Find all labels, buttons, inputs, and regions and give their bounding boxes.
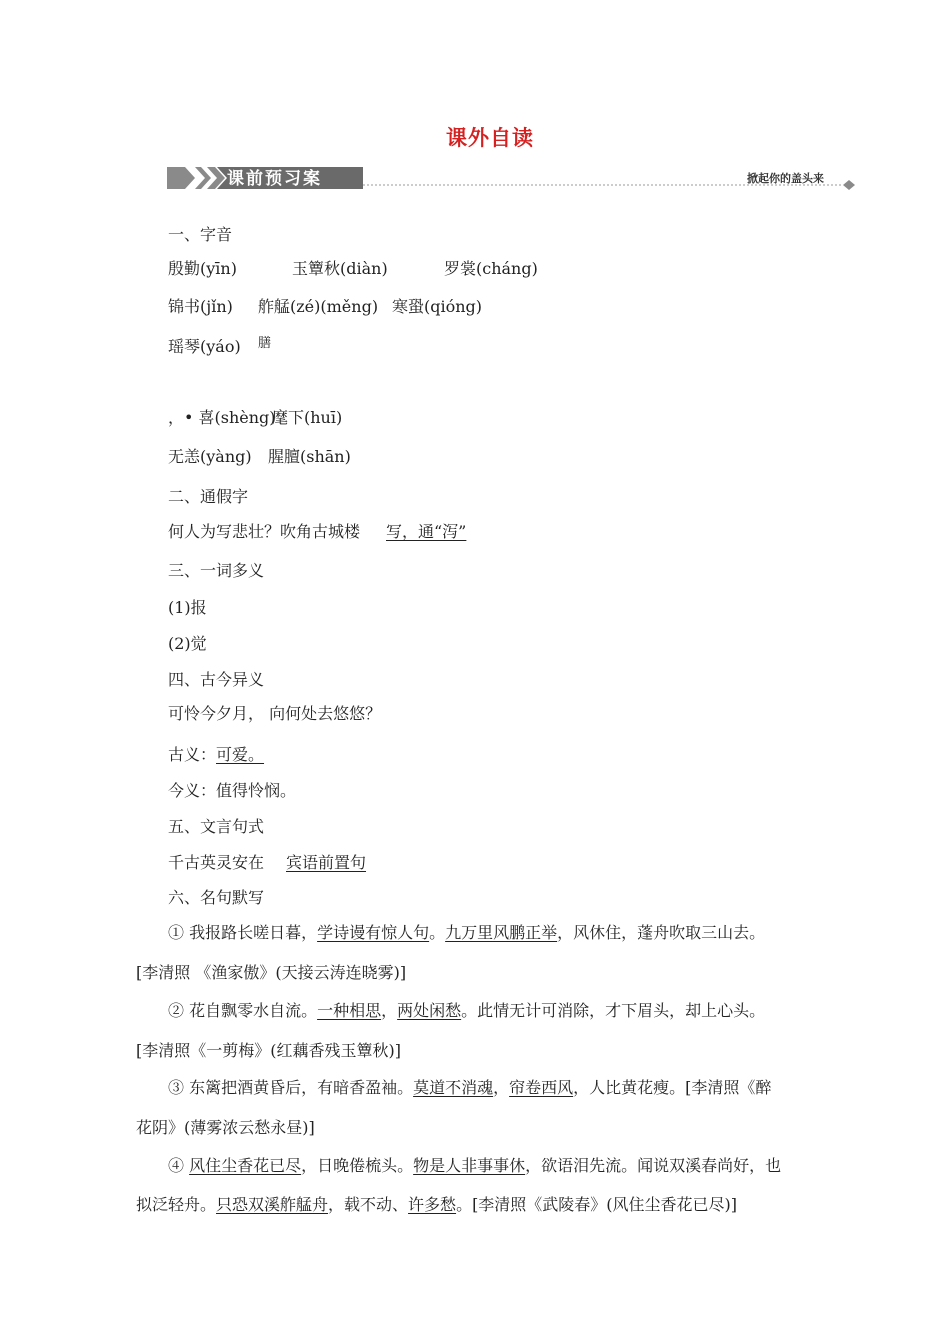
pronunciation-item: 腥膻(shān): [268, 447, 351, 466]
pronunciation-item: 舴艋(zé)(měng): [258, 297, 379, 316]
sentence-pattern-answer: 宾语前置句: [286, 853, 367, 872]
answer-blank: 九万里风鹏正举: [445, 923, 558, 942]
recitation-q1-source: [李清照 《渔家傲》(天接云涛连晓雾)]: [136, 963, 407, 982]
answer-blank: 物是人非事事休: [413, 1156, 526, 1175]
banner-label: 课前预习案: [227, 169, 322, 189]
polysemy-item: (1)报: [168, 598, 207, 617]
heading-pronunciation: 一、字音: [168, 225, 233, 244]
answer-blank: 莫道不消魂: [413, 1078, 494, 1097]
text: ② 花自飘零水自流。: [168, 1001, 318, 1020]
answer-blank: 许多愁: [408, 1195, 457, 1214]
modern-meaning: 今义：值得怜悯。: [168, 781, 297, 800]
answer-blank: 学诗谩有惊人句: [317, 923, 430, 942]
text: 拟泛轻舟。: [136, 1195, 217, 1214]
pronunciation-item: 瑶琴(yáo): [168, 337, 241, 356]
meaning-shift-sentence: 可怜今夕月， 向何处去悠悠？: [168, 704, 382, 723]
text: ① 我报路长嗟日暮，: [168, 923, 318, 942]
heading-meaning-shift: 四、古今异义: [168, 670, 265, 689]
polysemy-item: (2)觉: [168, 634, 207, 653]
text: ，欲语泪先流。闻说双溪春尚好，也: [525, 1156, 782, 1175]
heading-recitation: 六、名句默写: [168, 888, 265, 907]
heading-interchangeable: 二、通假字: [168, 487, 249, 506]
pronunciation-item: 玉簟秋(diàn): [292, 259, 388, 278]
recitation-q1: [168, 920, 765, 943]
answer-blank: 只恐双溪舴艋舟: [216, 1195, 329, 1214]
text: 。[李清照《武陵春》(风住尘香花已尽)]: [456, 1195, 738, 1214]
answer-blank: 风住尘香花已尽: [189, 1156, 302, 1175]
text: ，日晚倦梳头。: [301, 1156, 414, 1175]
pronunciation-item: 麾下(huī): [272, 408, 343, 427]
text: ，: [381, 1001, 398, 1020]
sentence-pattern-sentence: 千古英灵安在: [168, 853, 265, 872]
pronunciation-item: 膳: [258, 336, 272, 351]
pronunciation-item: 殷勤(yīn): [168, 259, 237, 278]
pronunciation-item: 锦书(jǐn): [168, 297, 233, 316]
text: ，载不动、: [328, 1195, 409, 1214]
answer-blank: 帘卷西风: [509, 1078, 574, 1097]
section-banner: [167, 164, 859, 192]
heading-polysemy: 三、一词多义: [168, 561, 265, 580]
heading-sentence-pattern: 五、文言句式: [168, 817, 265, 836]
recitation-q4-line2: [136, 1192, 737, 1215]
ancient-meaning-answer: 可爱。: [216, 745, 265, 764]
pronunciation-item: 无恙(yàng): [168, 447, 252, 466]
text: ，: [493, 1078, 510, 1097]
text: ，人比黄花瘦。[李清照《醉: [573, 1078, 772, 1097]
pronunciation-item: 罗裳(cháng): [444, 259, 538, 278]
answer-blank: 一种相思: [317, 1001, 382, 1020]
recitation-q4: [168, 1153, 781, 1176]
ancient-meaning-label: 古义：: [168, 745, 217, 764]
pronunciation-item: ，• 喜(shèng): [168, 408, 276, 427]
pronunciation-item: 寒蛩(qióng): [392, 297, 483, 316]
interchangeable-sentence: 何人为写悲壮？吹角古城楼: [168, 522, 361, 541]
text: 。: [429, 923, 446, 942]
recitation-q2: [168, 998, 765, 1021]
recitation-q2-source: [李清照《一剪梅》(红藕香残玉簟秋)]: [136, 1041, 401, 1060]
recitation-q3: [168, 1075, 771, 1098]
recitation-q3-source: 花阴》(薄雾浓云愁永昼)]: [136, 1118, 315, 1137]
text: ④: [168, 1156, 190, 1175]
page-title: 课外自读: [446, 125, 534, 150]
banner-tagline: 掀起你的盖头来: [747, 172, 824, 185]
answer-blank: 两处闲愁: [397, 1001, 462, 1020]
interchangeable-answer: 写，通“泻”: [386, 522, 467, 541]
text: ③ 东篱把酒黄昏后，有暗香盈袖。: [168, 1078, 414, 1097]
text: ，风休住，蓬舟吹取三山去。: [557, 923, 766, 942]
text: 。此情无计可消除，才下眉头，却上心头。: [461, 1001, 766, 1020]
ancient-meaning: [168, 742, 264, 765]
